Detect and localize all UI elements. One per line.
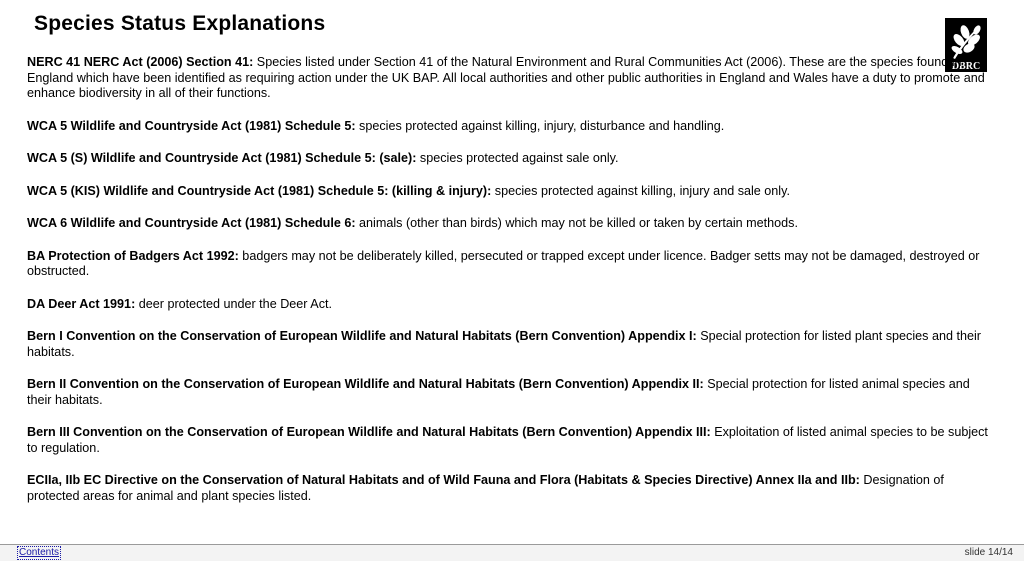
status-entry-heading: WCA 5 (KIS) Wildlife and Countryside Act (1981) Schedule 5: (killing & injury): [27,183,492,198]
status-entry-description: deer protected under the Deer Act. [135,296,332,311]
status-entry-description: badgers may not be deliberately killed, persecuted or trapped except under licence. Badger setts may not be damaged, destroyed or obstructed. [27,248,980,278]
status-entry-description: species protected against killing, injury, disturbance and handling. [355,118,725,133]
status-entry-description: Exploitation of listed animal species to be subject to regulation. [27,425,988,455]
logo-text: DBRC [951,61,981,72]
status-entry-description: animals (other than birds) which may not be killed or taken by certain methods. [355,216,798,230]
status-entry [27,473,997,504]
status-entry-heading: Bern I Convention on the Conservation of European Wildlife and Natural Habitats (Bern Convention) Appendix I: [27,329,697,343]
status-entry-description: Special protection for listed animal species and their habitats. [27,377,970,407]
status-entry [27,119,997,135]
status-entry-heading: WCA 5 Wildlife and Countryside Act (1981) Schedule 5: [27,118,356,133]
status-entry-description: Designation of protected areas for animal and plant species listed. [27,473,944,503]
contents-link[interactable]: Contents [19,547,60,558]
status-entry-description: species protected against sale only. [416,151,619,165]
status-entry-heading: NERC 41 NERC Act (2006) Section 41: [27,55,254,69]
status-list [27,55,997,521]
status-entry-heading: Bern III Convention on the Conservation of European Wildlife and Natural Habitats (Bern Convention) Appendix III: [27,425,711,439]
status-entry [27,249,997,280]
status-entry [27,184,997,200]
status-entry-description: Special protection for listed plant species and their habitats. [27,329,981,359]
status-entry [27,151,997,167]
status-entry [27,297,997,313]
status-entry [27,425,997,456]
status-entry-description: Species listed under Section 41 of the Natural Environment and Rural Communities Act (2006). These are the species found in England which have been identified as requiring action under the UK BAP. All local authorities and other public authorities in England and Wales have a duty to promote and enhance biodiversity in all of their functions. [27,55,985,100]
status-entry [27,329,997,360]
status-entry-heading: ECIIa, IIb EC Directive on the Conservation of Natural Habitats and of Wild Fauna and Flora (Habitats & Species Directive) Annex IIa and IIb: [27,473,860,487]
status-entry-heading: WCA 5 (S) Wildlife and Countryside Act (1981) Schedule 5: (sale): [27,151,417,165]
status-entry-heading: WCA 6 Wildlife and Countryside Act (1981) Schedule 6: [27,216,356,230]
slide-number: slide 14/14 [964,547,1013,558]
status-entry [27,55,997,102]
status-entry-description: species protected against killing, injury and sale only. [491,183,790,198]
page-title: Species Status Explanations [34,12,326,35]
status-entry-heading: DA Deer Act 1991: [27,296,136,311]
footer-bar [0,544,1024,561]
status-entry [27,216,997,232]
status-entry-heading: Bern II Convention on the Conservation of European Wildlife and Natural Habitats (Bern Convention) Appendix II: [27,377,704,391]
status-entry [27,377,997,408]
status-entry-heading: BA Protection of Badgers Act 1992: [27,248,239,263]
